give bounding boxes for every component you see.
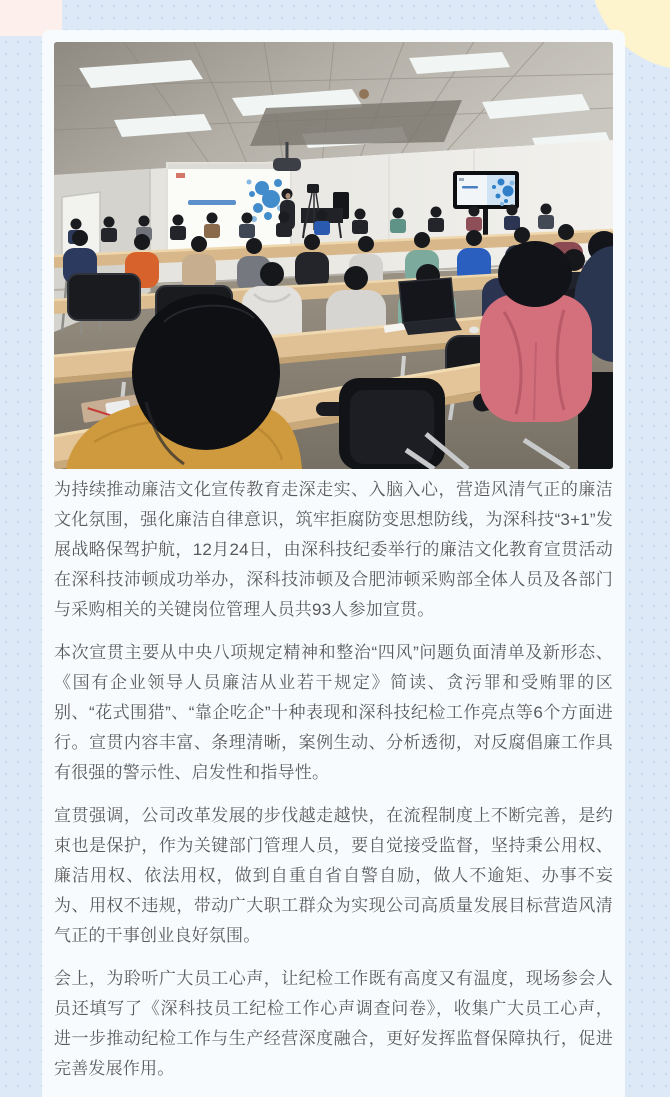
article-paragraph-1: 为持续推动廉洁文化宣传教育走深走实、入脑入心，营造风清气正的廉洁文化氛围，强化廉洁自律意识，筑牢拒腐防变思想防线，为深科技“3+1”发展战略保驾护航，12月24日，由深科技纪委举行的廉洁文化教育宣贯活动在深科技沛顿成功举办，深科技沛顿及合肥沛顿采购部全体人员及各部门与采购相关的关键岗位管理人员共93人参加宣贯。 <box>54 480 613 619</box>
article-paragraph-2: 本次宣贯主要从中央八项规定精神和整治“四风”问题负面清单及新形态、《国有企业领导人员廉洁从业若干规定》简读、贪污罪和受贿罪的区别、“花式围猎”、“靠企吃企”十种表现和深科技纪检工作亮点等6个方面进行。宣贯内容丰富、条理清晰，案例生动、分析透彻，对反腐倡廉工作具有很强的警示性、启发性和指导性。 <box>54 643 613 782</box>
article-paragraph-4: 会上，为聆听广大员工心声，让纪检工作既有高度又有温度，现场参会人员还填写了《深科技员工纪检工作心声调查问卷》，收集广大员工心声，进一步推动纪检工作与生产经营深度融合，更好发挥监督保障执行，促进完善发展作用。 <box>54 969 613 1078</box>
article-card <box>42 30 625 1097</box>
classroom-photo <box>54 42 613 469</box>
article-paragraph-3: 宣贯强调，公司改革发展的步伐越走越快，在流程制度上不断完善，是约束也是保护，作为关键部门管理人员，要自觉接受监督，坚持秉公用权、廉洁用权、依法用权，做到自重自省自警自励，做人不逾矩、办事不妄为、用权不违规，带动广大职工群众为实现公司高质量发展目标营造风清气正的干事创业良好氛围。 <box>54 806 613 945</box>
